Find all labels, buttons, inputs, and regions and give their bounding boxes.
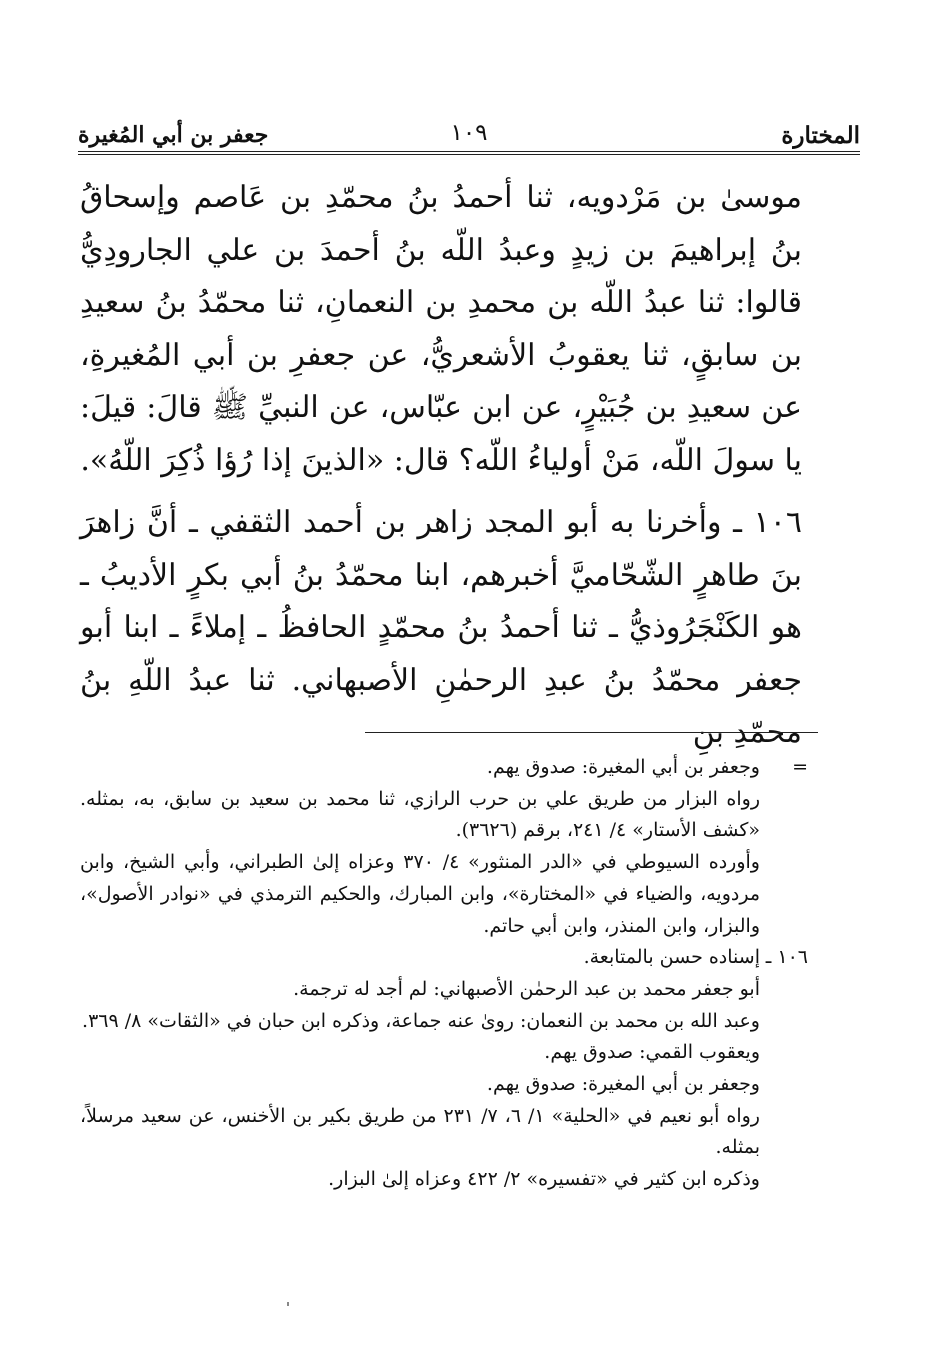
footnote-line: أبو جعفر محمد بن عبد الرحمٰن الأصبهاني: لم أجد له ترجمة. xyxy=(293,977,760,1000)
footnote-line: رواه البزار من طريق علي بن حرب الرازي، ثنا محمد بن سعيد بن سابق، به، بمثله. «كشف الأستار» ٤/ ٢٤١، برقم (٣٦٢٦). xyxy=(80,787,760,842)
header-book-title: المختارة xyxy=(781,122,860,149)
footnote-line: رواه أبو نعيم في «الحلية» ١/ ٦، ٧/ ٢٣١ من طريق بكير بن الأخنس، عن سعيد مرسلاً، بمثله. xyxy=(80,1104,760,1159)
footnote-line: ويعقوب القمي: صدوق يهم. xyxy=(544,1041,760,1064)
footnote-divider xyxy=(365,732,818,733)
page-header xyxy=(78,114,860,154)
page-number: ١٠٩ xyxy=(450,120,488,146)
footnote-marker: ١٠٦ ـ xyxy=(765,946,808,969)
scan-speck xyxy=(287,1302,289,1306)
main-text xyxy=(80,172,802,760)
footnote-marker: = xyxy=(792,756,808,778)
footnote-line: إسناده حسن بالمتابعة. xyxy=(583,946,760,969)
footnote-line: وعبد الله بن محمد بن النعمان: روىٰ عنه جماعة، وذكره ابن حبان في «الثقات» ٨/ ٣٦٩. xyxy=(82,1009,760,1032)
header-divider xyxy=(78,151,860,155)
main-paragraph: ١٠٦ ـ وأخرنا به أبو المجد زاهر بن أحمد الثقفي ـ أنَّ زاهرَ بنَ طاهرٍ الشّحّاميَّ أخبرهم، ابنا محمّدُ بنُ أبي بكرٍ الأديبُ ـ هو الكَنْجَرُوذيُّ ـ ثنا أحمدُ بنُ محمّدٍ الحافظُ ـ إملاءً ـ ابنا أبو جعفر محمّدُ بنُ عبدِ الرحمٰنِ الأصبهاني. ثنا عبدُ اللّهِ بنُ محمّدِ بنِ xyxy=(80,505,802,750)
footnote-line: وذكره ابن كثير في «تفسيره» ٢/ ٤٢٢ وعزاه إلىٰ البزار. xyxy=(328,1168,760,1191)
main-paragraph: موسىٰ بن مَرْدويه، ثنا أحمدُ بنُ محمّدِ بن عَاصم وإسحاقُ بنُ إبراهيمَ بن زيدٍ وعبدُ اللّه بنُ أحمدَ بن علي الجارودِيُّ قالوا: ثنا عبدُ اللّه بن محمدِ بن النعمانِ، ثنا محمّدُ بنُ سعيدِ بن سابقٍ، ثنا يعقوبُ الأشعريُّ، عن جعفرِ بن أبي المُغيرةِ، عن سعيدِ بن جُبَيْرٍ، عن ابن عبّاس، عن النبيِّ ﷺ قالَ: قيلَ: يا سولَ اللّه، مَنْ أولياءُ اللّه؟ قال: «الذينَ إذا رُؤا ذُكِرَ اللّهُ». xyxy=(80,180,802,478)
paragraph-gap xyxy=(80,487,802,497)
footnote-line: وأورده السيوطي في «الدر المنثور» ٤/ ٣٧٠ وعزاه إلىٰ الطبراني، وأبي الشيخ، وابن مردويه، والضياء في «المختارة»، وابن المبارك، والحكيم الترمذي في «نوادر الأصول»، والبزار، وابن المنذر، وابن أبي حاتم. xyxy=(80,851,760,937)
footnote-106 xyxy=(80,942,808,1196)
footnote-line: وجعفر بن أبي المغيرة: صدوق يهم. xyxy=(486,756,760,778)
footnote-continued xyxy=(80,752,808,942)
footnote-line: وجعفر بن أبي المغيرة: صدوق يهم. xyxy=(486,1073,760,1096)
header-chapter-title: جعفر بن أبي المُغيرة xyxy=(78,122,269,148)
footnotes xyxy=(80,752,808,1196)
